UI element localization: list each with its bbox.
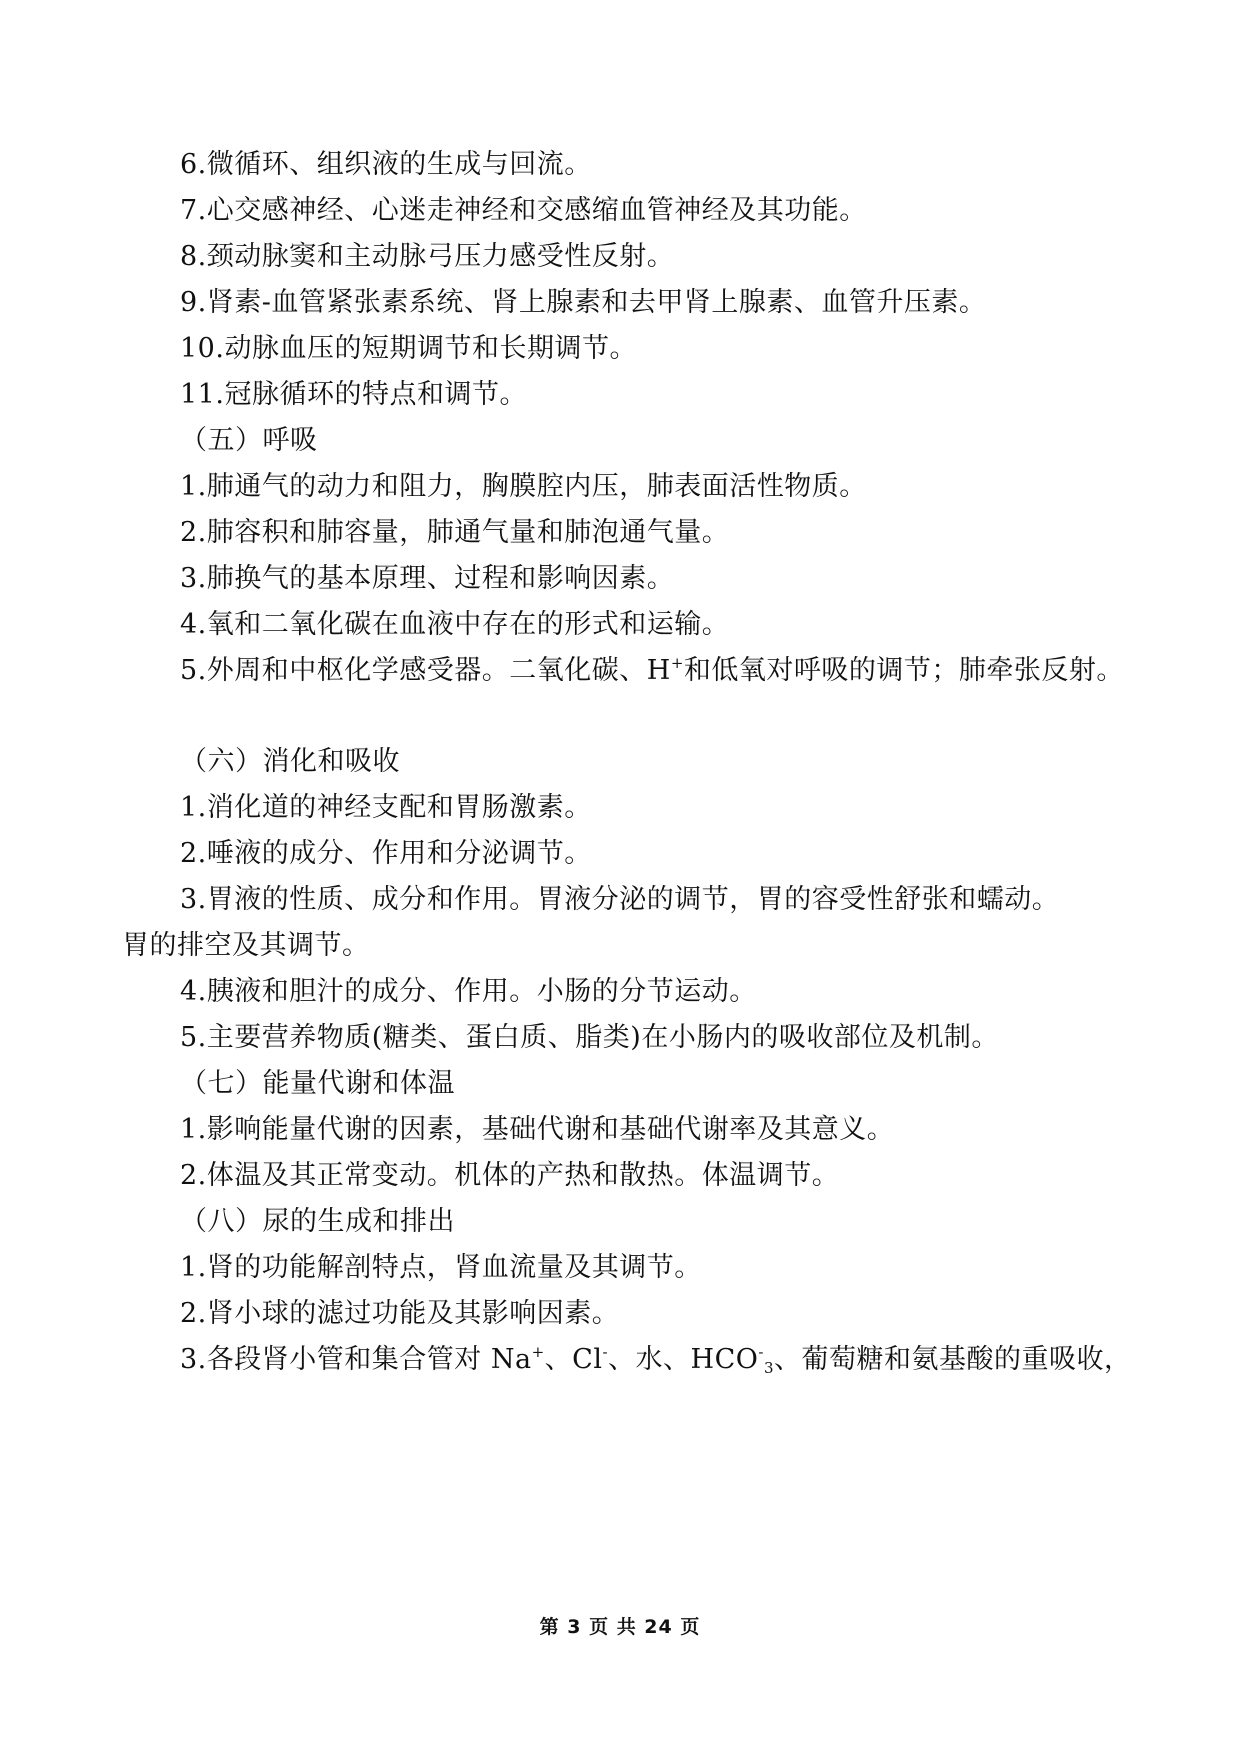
list-item: 1.消化道的神经支配和胃肠激素。	[180, 792, 592, 823]
list-item: 10.动脉血压的短期调节和长期调节。	[180, 333, 637, 364]
text-segment: 3.各段肾小管和集合管对 Na	[180, 1344, 532, 1375]
list-item: 2.唾液的成分、作用和分泌调节。	[180, 838, 592, 869]
text-segment: 和低氧对呼吸的调节；肺牵张反射。	[683, 655, 1124, 686]
list-item: 11.冠脉循环的特点和调节。	[180, 379, 527, 410]
page-footer: 第 3 页 共 24 页	[539, 1616, 701, 1638]
section-heading: （八）尿的生成和排出	[180, 1206, 455, 1237]
superscript: +	[531, 1343, 545, 1361]
list-item	[180, 1340, 1132, 1380]
list-item: 1.肺通气的动力和阻力，胸膜腔内压，肺表面活性物质。	[180, 471, 867, 502]
list-item: 1.肾的功能解剖特点，肾血流量及其调节。	[180, 1252, 702, 1283]
text-segment: 、Cl	[544, 1344, 603, 1375]
section-heading: （六）消化和吸收	[180, 746, 400, 777]
list-item: 4.胰液和胆汁的成分、作用。小肠的分节运动。	[180, 976, 757, 1007]
text-segment: 、葡萄糖和氨基酸的重吸收，	[774, 1344, 1132, 1375]
section-heading: （七）能量代谢和体温	[180, 1068, 455, 1099]
subscript: 3	[763, 1359, 774, 1377]
list-item: 2.肺容积和肺容量，肺通气量和肺泡通气量。	[180, 517, 730, 548]
list-item: 3.肺换气的基本原理、过程和影响因素。	[180, 563, 675, 594]
section-heading: （五）呼吸	[180, 425, 318, 456]
superscript: +	[670, 654, 684, 672]
list-item: 9.肾素-血管紧张素系统、肾上腺素和去甲肾上腺素、血管升压素。	[180, 287, 987, 318]
list-item: 3.胃液的性质、成分和作用。胃液分泌的调节，胃的容受性舒张和蠕动。	[180, 884, 1060, 915]
text-segment: 5.外周和中枢化学感受器。二氧化碳、H	[180, 655, 671, 686]
list-item: 4.氧和二氧化碳在血液中存在的形式和运输。	[180, 609, 730, 640]
list-item: 7.心交感神经、心迷走神经和交感缩血管神经及其功能。	[180, 195, 867, 226]
list-item	[180, 651, 1124, 691]
text-segment: 、水、HCO	[608, 1344, 759, 1375]
list-item: 5.主要营养物质(糖类、蛋白质、脂类)在小肠内的吸收部位及机制。	[180, 1022, 999, 1053]
list-item: 2.肾小球的滤过功能及其影响因素。	[180, 1298, 620, 1329]
list-item: 6.微循环、组织液的生成与回流。	[180, 149, 592, 180]
superscript: -	[602, 1343, 609, 1361]
list-item: 1.影响能量代谢的因素，基础代谢和基础代谢率及其意义。	[180, 1114, 895, 1145]
superscript: -	[758, 1343, 764, 1361]
list-item-continued: 胃的排空及其调节。	[122, 930, 370, 961]
list-item: 2.体温及其正常变动。机体的产热和散热。体温调节。	[180, 1160, 840, 1191]
list-item: 8.颈动脉窦和主动脉弓压力感受性反射。	[180, 241, 675, 272]
